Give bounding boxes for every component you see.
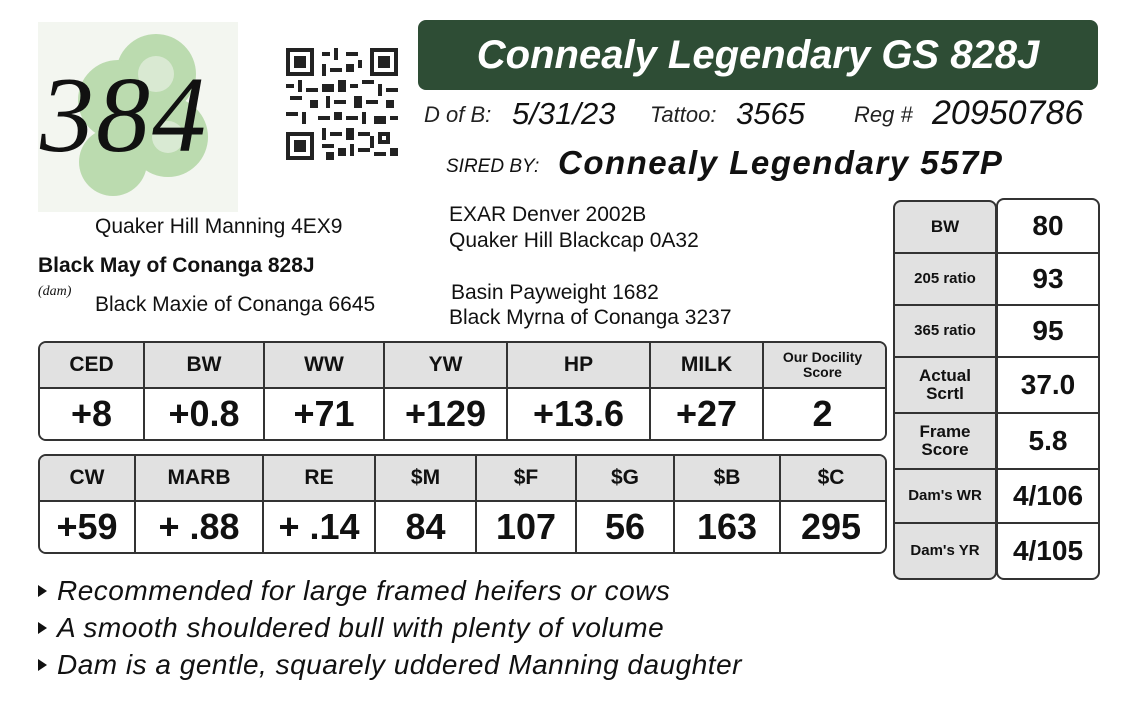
- epd-header-milk: MILK: [651, 343, 764, 387]
- epd-header-docility: Our Docility Score: [782, 349, 863, 380]
- epd-table-primary: [38, 341, 887, 441]
- animal-name: Connealy Legendary GS 828J: [476, 32, 1040, 77]
- epd-value-ww: +71: [265, 389, 385, 439]
- side-value-205: 93: [998, 254, 1098, 306]
- note-item: [38, 572, 742, 609]
- side-label-205: 205 ratio: [895, 254, 995, 306]
- side-value-column: [996, 198, 1100, 580]
- side-label-365: 365 ratio: [895, 306, 995, 358]
- sire-sire: EXAR Denver 2002B: [449, 203, 647, 226]
- dam-tag: (dam): [38, 284, 72, 299]
- bullet-arrow-icon: [38, 622, 47, 634]
- epd-value-hp: +13.6: [508, 389, 651, 439]
- bullet-arrow-icon: [38, 659, 47, 671]
- epd2-header-re: RE: [264, 456, 376, 500]
- epd2-header-g: $G: [577, 456, 675, 500]
- epd2-value-m: 84: [376, 502, 477, 552]
- epd2-value-row: [40, 502, 885, 552]
- side-label-dam-wr: Dam's WR: [895, 470, 995, 524]
- side-value-scrotal: 37.0: [998, 358, 1098, 414]
- epd-header-row: [40, 343, 885, 389]
- dam-dam-sire: Basin Payweight 1682: [451, 281, 659, 304]
- epd2-header-m: $M: [376, 456, 477, 500]
- qr-code-icon: [286, 48, 398, 160]
- side-value-dam-wr: 4/106: [998, 470, 1098, 524]
- note-text: A smooth shouldered bull with plenty of volume: [57, 611, 665, 643]
- epd2-value-marb: + .88: [136, 502, 264, 552]
- note-item: [38, 609, 742, 646]
- sired-by-label: SIRED BY:: [446, 156, 540, 177]
- tattoo-label: Tattoo:: [650, 102, 717, 127]
- epd2-value-f: 107: [477, 502, 577, 552]
- sire-name: Connealy Legendary 557P: [558, 144, 1004, 181]
- epd-header-ww: WW: [265, 343, 385, 387]
- dam-sire: Quaker Hill Manning 4EX9: [95, 215, 343, 238]
- epd-value-milk: +27: [651, 389, 764, 439]
- side-value-bw: 80: [998, 200, 1098, 254]
- epd2-value-re: + .14: [264, 502, 376, 552]
- side-value-dam-yr: 4/105: [1012, 535, 1084, 566]
- epd2-header-f: $F: [477, 456, 577, 500]
- note-item: [38, 646, 742, 683]
- epd-value-bw: +0.8: [145, 389, 265, 439]
- epd2-header-c: $C: [817, 466, 845, 489]
- note-text: Recommended for large framed heifers or cows: [57, 574, 671, 606]
- epd2-header-b: $B: [675, 456, 781, 500]
- side-label-frame: Frame Score: [895, 414, 995, 470]
- side-label-dam-yr: Dam's YR: [910, 542, 980, 559]
- epd2-value-cw: +59: [40, 502, 136, 552]
- dam-dam: Black Maxie of Conanga 6645: [95, 293, 376, 316]
- epd-header-bw: BW: [145, 343, 265, 387]
- dob-label: D of B:: [424, 102, 492, 127]
- dam-name: Black May of Conanga 828J: [38, 254, 315, 277]
- notes-list: [38, 572, 742, 683]
- side-label-column: [893, 200, 997, 580]
- bullet-arrow-icon: [38, 585, 47, 597]
- epd-value-yw: +129: [385, 389, 508, 439]
- epd-header-ced: CED: [40, 343, 145, 387]
- epd2-value-g: 56: [577, 502, 675, 552]
- epd2-header-row: [40, 456, 885, 502]
- epd-header-yw: YW: [385, 343, 508, 387]
- epd2-header-cw: CW: [40, 456, 136, 500]
- side-value-365: 95: [998, 306, 1098, 358]
- epd-table-secondary: [38, 454, 887, 554]
- side-label-scrotal: Actual Scrtl: [895, 358, 995, 414]
- dam-dam-dam: Black Myrna of Conanga 3237: [449, 306, 732, 329]
- epd-value-row: [40, 389, 885, 439]
- epd2-value-b: 163: [675, 502, 781, 552]
- side-label-bw: BW: [895, 202, 995, 254]
- epd-value-docility: 2: [812, 393, 833, 434]
- tattoo-value: 3565: [736, 96, 805, 131]
- sire-dam: Quaker Hill Blackcap 0A32: [449, 229, 699, 252]
- epd2-value-c: 295: [800, 506, 862, 547]
- lot-number: 384: [40, 56, 208, 175]
- epd-header-hp: HP: [508, 343, 651, 387]
- dob-value: 5/31/23: [512, 96, 616, 131]
- side-value-frame: 5.8: [998, 414, 1098, 470]
- reg-label: Reg #: [854, 102, 913, 127]
- reg-value: 20950786: [932, 94, 1084, 132]
- title-bar: [418, 20, 1098, 90]
- epd2-header-marb: MARB: [136, 456, 264, 500]
- note-text: Dam is a gentle, squarely uddered Manning daughter: [57, 648, 742, 680]
- epd-value-ced: +8: [40, 389, 145, 439]
